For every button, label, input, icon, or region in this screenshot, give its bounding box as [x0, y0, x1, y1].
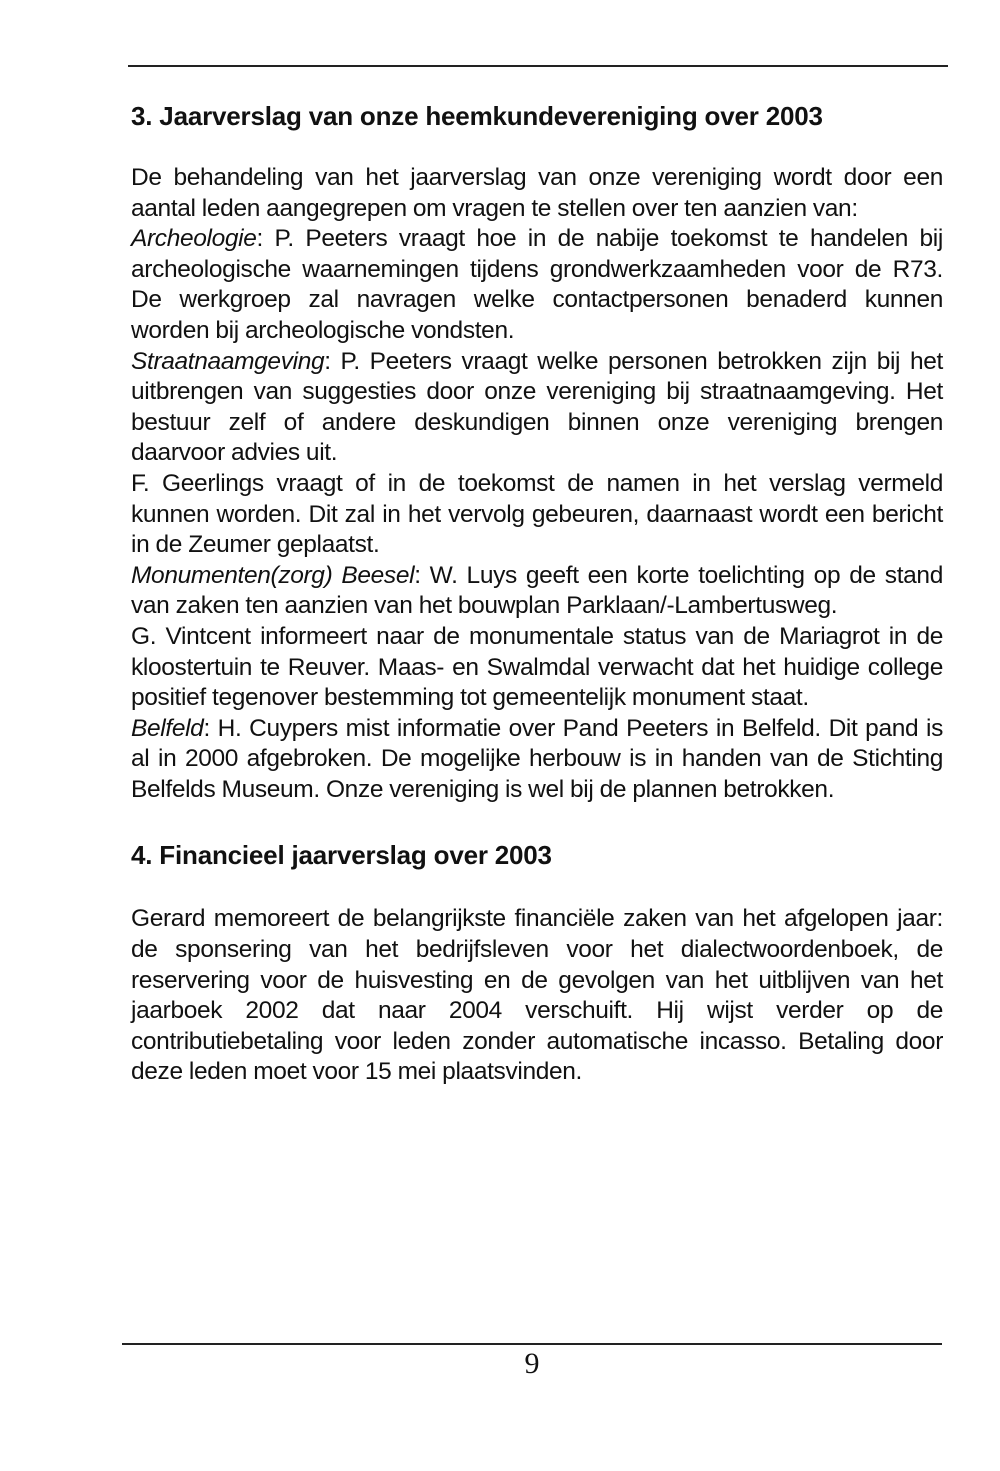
page-number: 9 [524, 1347, 540, 1380]
section-3-heading: 3. Jaarverslag van onze heemkundevereniging over 2003 [131, 101, 823, 131]
vintcent-paragraph: G. Vintcent informeert naar de monumentale status van de Mariagrot in de kloostertuin te Reuver. Maas- en Swalmdal verwacht dat het huidige college positief tegenover bestemming tot gemeentelijk monument staat. [131, 622, 943, 712]
archeologie-text: : P. Peeters vraagt hoe in de nabije toekomst te handelen bij archeologische waarnemingen tijdens grondwerkzaamheden voor de R73. De werkgroep zal navragen welke contactpersonen benaderd kunnen worden bij archeologische vondsten. [131, 225, 943, 344]
section-4-paragraph: Gerard memoreert de belangrijkste financiële zaken van het afgelopen jaar: de sponsering van het bedrijfsleven voor het dialectwoordenboek, de reservering voor de huisvesting en de gevolgen van het uitblijven van het jaarboek 2002 dat naar 2004 verschuift. Hij wijst verder op de contributiebetaling voor leden zonder automatische incasso. Betaling door deze leden moet voor 15 mei plaatsvinden. [131, 905, 943, 1086]
archeologie-label: Archeologie [131, 225, 257, 253]
section-4-heading: 4. Financieel jaarverslag over 2003 [131, 840, 552, 871]
archeologie-paragraph [131, 224, 943, 346]
section-3-intro: De behandeling van het jaarverslag van onze vereniging wordt door een aantal leden aangegrepen om vragen te stellen over ten aanzien van: [131, 164, 943, 222]
page-content [131, 100, 943, 1088]
geerlings-paragraph: F. Geerlings vraagt of in de toekomst de namen in het verslag vermeld kunnen worden. Dit zal in het vervolg gebeuren, daarnaast wordt een bericht in de Zeumer geplaatst. [131, 469, 943, 559]
straatnaamgeving-text: : P. Peeters vraagt welke personen betrokken zijn bij het uitbrengen van suggesties door onze vereniging bij straatnaamgeving. Het bestuur zelf of andere deskundigen binnen onze vereniging brengen daarvoor advies uit. [131, 347, 943, 467]
monumenten-label: Monumenten(zorg) Beesel [131, 561, 415, 589]
straatnaamgeving-paragraph [131, 347, 943, 469]
straatnaamgeving-label: Straatnaamgeving [131, 347, 325, 375]
monumenten-paragraph [131, 561, 943, 622]
monumenten-text: : W. Luys geeft een korte toelichting op de stand van zaken ten aanzien van het bouwplan Parklaan/-Lambertusweg. [131, 561, 943, 620]
belfeld-label: Belfeld [131, 714, 204, 742]
belfeld-text: : H. Cuypers mist informatie over Pand Peeters in Belfeld. Dit pand is al in 2000 afgebroken. De mogelijke herbouw is in handen van de Stichting Belfelds Museum. Onze vereniging is wel bij de plannen betrokken. [131, 714, 943, 803]
belfeld-paragraph [131, 714, 943, 806]
top-rule [128, 65, 948, 67]
bottom-rule [122, 1343, 942, 1345]
